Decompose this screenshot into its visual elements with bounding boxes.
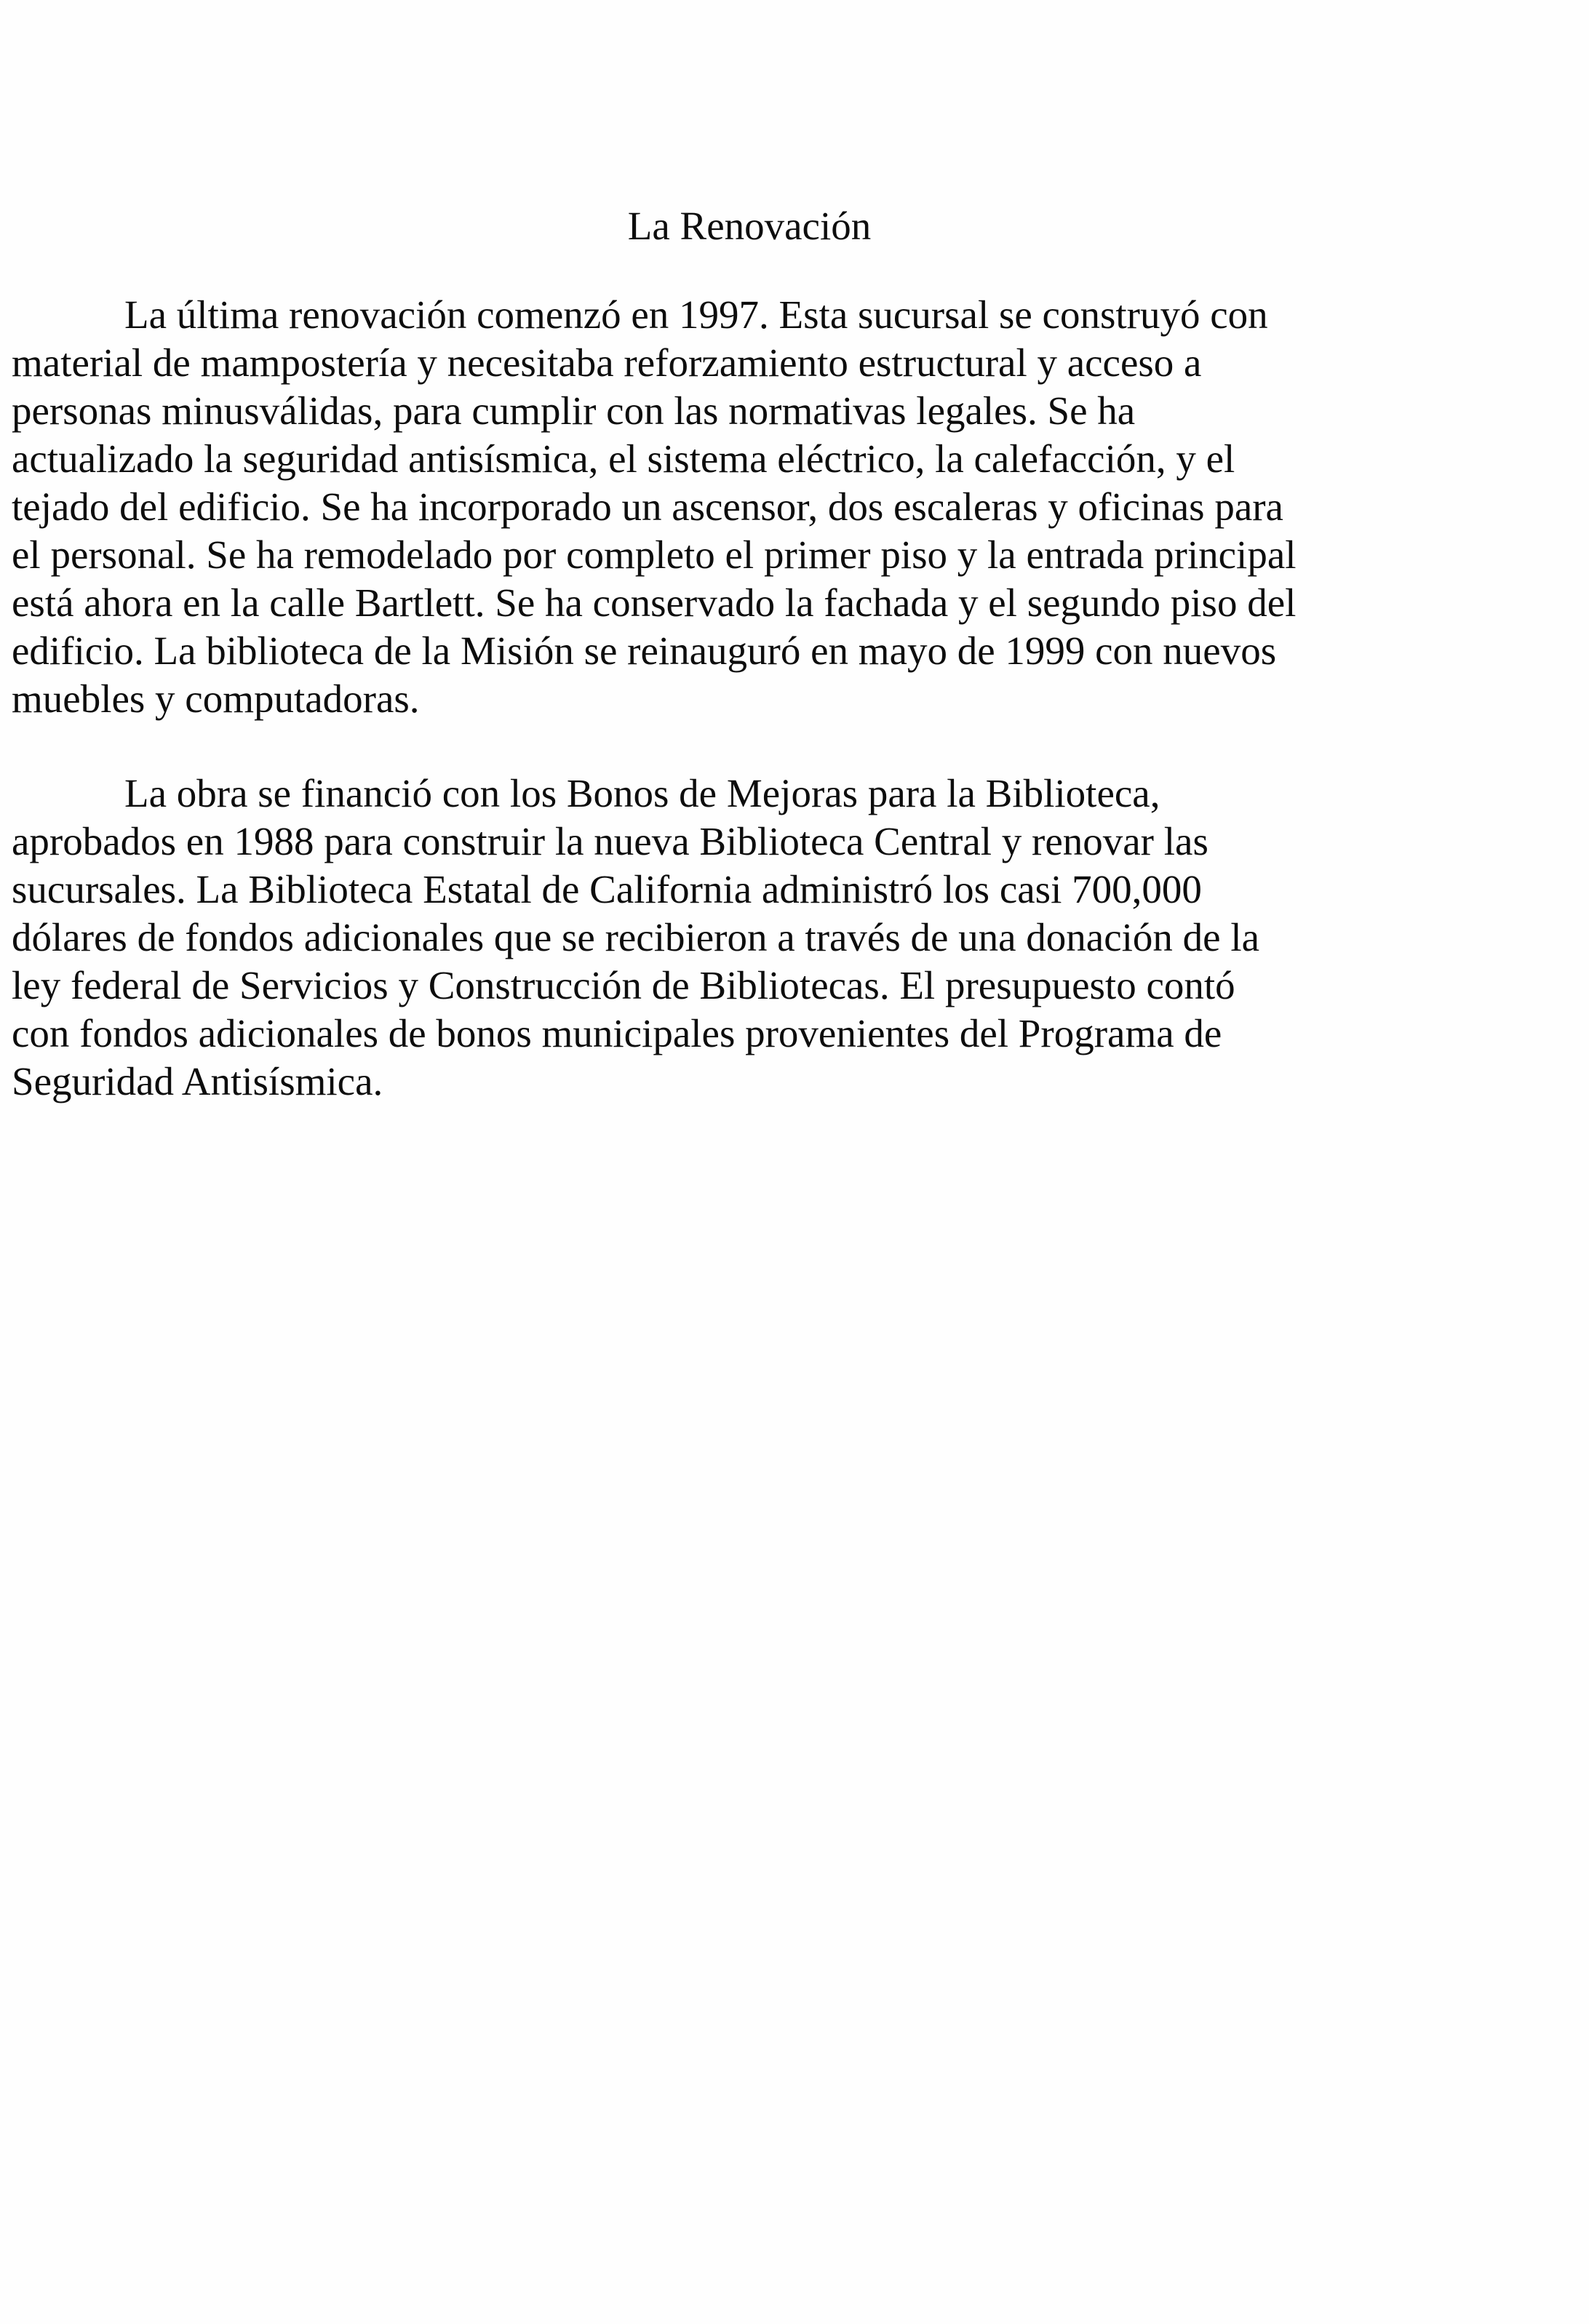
document-title: La Renovación: [627, 204, 872, 248]
paragraph-renovation: [12, 291, 1430, 723]
text-line: La obra se financió con los Bonos de Mejoras para la Biblioteca,: [124, 771, 1160, 815]
text-line: edificio. La biblioteca de la Misión se reinauguró en mayo de 1999 con nuevos: [12, 628, 1277, 673]
text-line: material de mampostería y necesitaba reforzamiento estructural y acceso a: [12, 340, 1202, 385]
text-line: con fondos adicionales de bonos municipales provenientes del Programa de: [12, 1011, 1222, 1055]
text-line: sucursales. La Biblioteca Estatal de California administró los casi 700,000: [12, 867, 1202, 911]
text-line: dólares de fondos adicionales que se recibieron a través de una donación de la: [12, 915, 1260, 959]
text-line: el personal. Se ha remodelado por completo el primer piso y la entrada principal: [12, 532, 1297, 577]
text-line: personas minusválidas, para cumplir con las normativas legales. Se ha: [12, 388, 1136, 433]
text-line: muebles y computadoras.: [12, 676, 420, 721]
text-line: aprobados en 1988 para construir la nueva Biblioteca Central y renovar las: [12, 819, 1208, 863]
text-line: La última renovación comenzó en 1997. Esta sucursal se construyó con: [124, 292, 1268, 337]
text-line: está ahora en la calle Bartlett. Se ha conservado la fachada y el segundo piso del: [12, 580, 1297, 625]
text-line: ley federal de Servicios y Construcción de Bibliotecas. El presupuesto contó: [12, 963, 1235, 1007]
text-line: Seguridad Antisísmica.: [12, 1059, 383, 1103]
text-line: tejado del edificio. Se ha incorporado un ascensor, dos escaleras y oficinas para: [12, 484, 1283, 529]
text-line: actualizado la seguridad antisísmica, el sistema eléctrico, la calefacción, y el: [12, 436, 1235, 481]
paragraph-funding: [12, 770, 1430, 1106]
